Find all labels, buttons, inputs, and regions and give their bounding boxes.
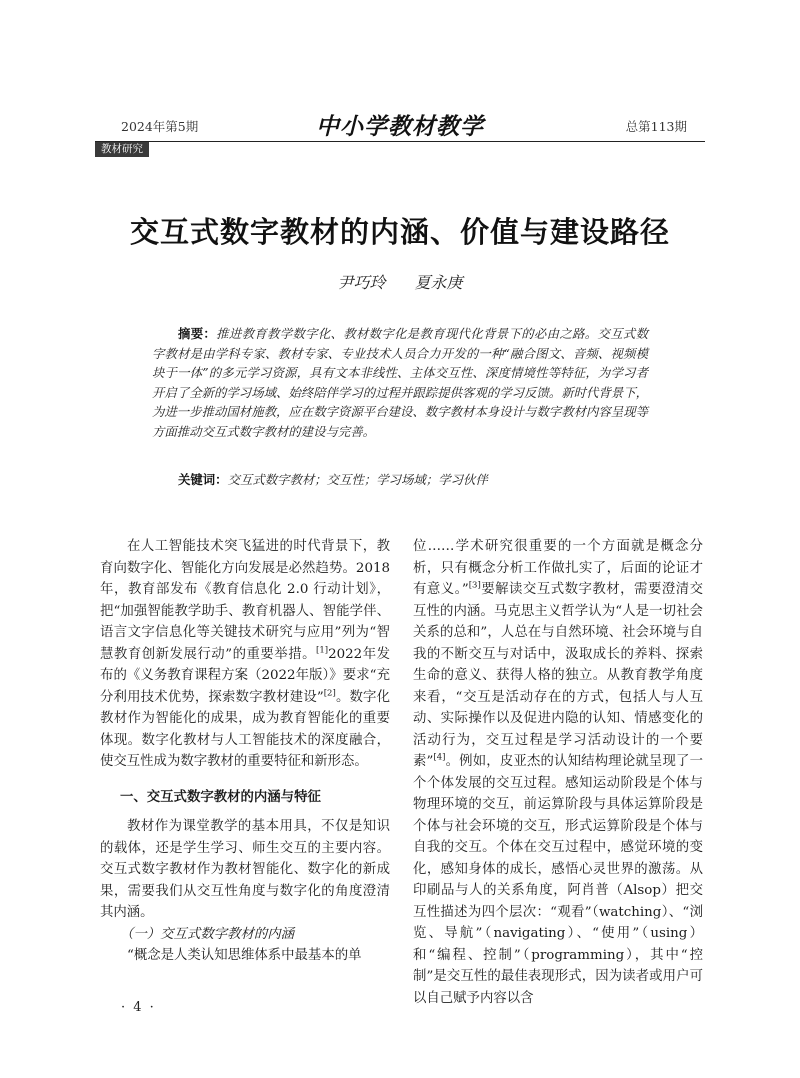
header-rule bbox=[95, 141, 705, 142]
body-column-right bbox=[413, 536, 703, 1009]
body-column-left bbox=[100, 536, 390, 967]
journal-masthead: 中小学教材教学 bbox=[316, 114, 484, 140]
keywords bbox=[178, 470, 648, 488]
abstract-label: 摘要： bbox=[178, 326, 217, 341]
abstract-text: 推进教育教学数字化、教材数字化是教育现代化背景下的必由之路。交互式数字教材是由学科专家、教材专家、专业技术人员合力开发的一种“融合图文、音频、视频模块于一体”的多元学习资源，具有文本非线性、主体交互性、深度情境性等特征，为学习者开启了全新的学习场域、始终陪伴学习的过程并跟踪提供客观的学习反馈。新时代背景下，为进一步推动国材施教，应在数字资源平台建设、数字教材本身设计与数字教材内容呈现等方面推动交互式数字教材的建设与完善。 bbox=[152, 326, 649, 439]
author-name: 夏永庚 bbox=[414, 273, 463, 292]
abstract bbox=[152, 324, 648, 441]
subsection-heading: （一）交互式数字教材的内涵 bbox=[120, 926, 295, 942]
citation-ref[interactable]: [4] bbox=[433, 752, 446, 763]
citation-ref[interactable]: [2] bbox=[323, 688, 336, 699]
author-name: 尹巧玲 bbox=[337, 273, 386, 292]
total-issue-number: 总第113期 bbox=[625, 119, 687, 134]
page-number: · 4 · bbox=[121, 1000, 156, 1015]
section-tag: 教材研究 bbox=[95, 142, 149, 157]
article-authors bbox=[0, 270, 800, 293]
article-title: 交互式数字教材的内涵、价值与建设路径 bbox=[129, 215, 670, 249]
issue-number: 2024年第5期 bbox=[121, 119, 199, 134]
keywords-text: 交互式数字教材；交互性；学习场域；学习伙伴 bbox=[227, 472, 488, 487]
body-paragraph: 位……学术研究很重要的一个方面就是概念分析，只有概念分析工作做扎实了，后面的论证才有意义。”[3]要解读交互式数字教材，需要澄清交互性的内涵。马克思主义哲学认为“人是一切社会关系的总和”，人总在与自然环境、社会环境与自我的不断交互与对话中，汲取成长的养料、探索生命的意义、获得人格的独立。从教育教学角度来看，“交互是活动存在的方式，包括人与人互动、实际操作以及促进内隐的认知、情感变化的活动行为，交互过程是学习活动设计的一个要素”[4]。例如，皮亚杰的认知结构理论就呈现了一个个体发展的交互过程。感知运动阶段是个体与物理环境的交互，前运算阶段与具体运算阶段是个体与社会环境的交互，形式运算阶段是个体与自我的交互。个体在交互过程中，感觉环境的变化，感知身体的成长，感悟心灵世界的激荡。从印刷品与人的关系角度，阿肖普（Alsop）把交互性描述为四个层次：“观看”（watching）、“浏览、导航”（navigating）、“使用”（using）和“编程、控制”（programming），其中“控制”是交互性的最佳表现形式，因为读者或用户可以自己赋予内容以含 bbox=[413, 539, 704, 1006]
body-paragraph: 教材作为课堂教学的基本用具，不仅是知识的载体，还是学生学习、师生交互的主要内容。交互式数字教材作为教材智能化、数字化的新成果，需要我们从交互性角度与数字化的角度澄清其内涵。 bbox=[100, 819, 390, 920]
citation-ref[interactable]: [1] bbox=[316, 645, 329, 656]
keywords-label: 关键词： bbox=[178, 472, 228, 487]
body-paragraph: “概念是人类认知思维体系中最基本的单 bbox=[127, 948, 362, 963]
body-paragraph: 在人工智能技术突飞猛进的时代背景下，教育向数字化、智能化方向发展是必然趋势。2018年，教育部发布《教育信息化 2.0 行动计划》，把“加强智能教学助手、教育机器人、智能学伴、语言文字信息化等关键技术研究与应用”列为“智慧教育创新发展行动”的重要举措。[1]2022年发布的《义务教育课程方案（2022年版）》要求“充分利用技术优势，探索数字教材建设”[2]。数字化教材作为智能化的成果，成为教育智能化的重要体现。数字化教材与人工智能技术的深度融合，使交互性成为数字教材的重要特征和新形态。 bbox=[100, 539, 390, 769]
section-heading: 一、交互式数字教材的内涵与特征 bbox=[120, 789, 321, 805]
citation-ref[interactable]: [3] bbox=[468, 580, 481, 591]
